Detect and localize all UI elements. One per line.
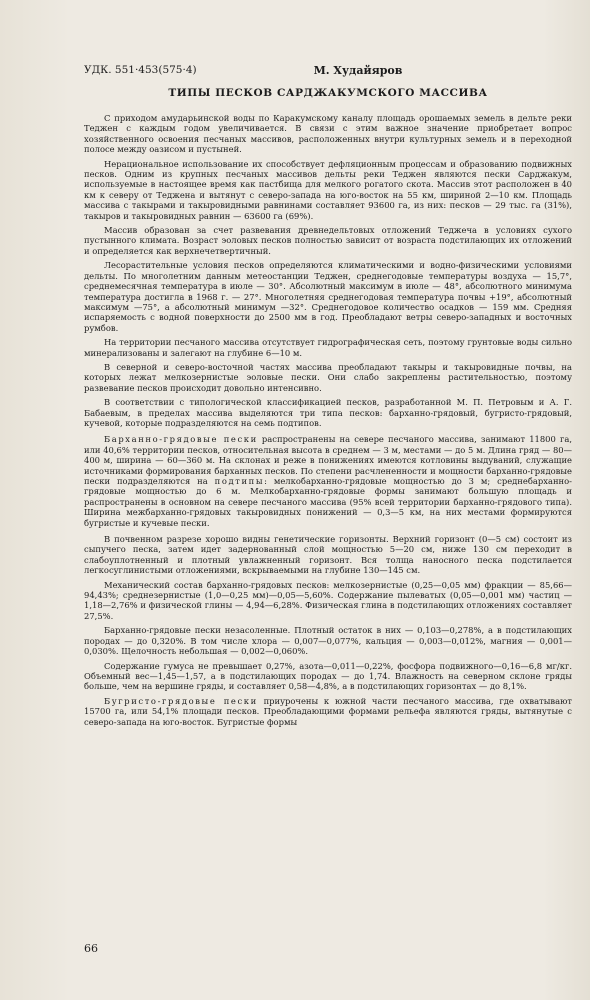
- section-lead: Бугристо-грядовые пески: [104, 695, 258, 706]
- section-bugristo: [84, 696, 572, 727]
- paragraph: Содержание гумуса не превышает 0,27%, азота—0,011—0,22%, фосфора подвижного—0,16—6,8 мг/кг. Объемный вес—1,45—1,57, а в подстилающих породах — до 1,74. Влажность на северном склоне гряды больше, чем на вершине гряды, и составляет 0,58—4,8%, а в подстилающих горизонтах — до 8,1%.: [84, 660, 572, 692]
- section-lead: Барханно-грядовые пески: [104, 434, 258, 445]
- section-text: приурочены к южной части песчаного массива, где охватывают 15700 га, или 54,1% площади песков. Преобладающими формами рельефа являются гряды, вытянутые с северо-запада на юго-восток. Бугристые формы: [84, 695, 572, 727]
- udc-code: УДК. 551·453(575·4): [84, 64, 197, 76]
- section-text: распространены на севере песчаного массива, занимают 11800 га, или 40,6% территории песков, относительная высота в среднем — 3 м, местами — до 5 м. Длина гряд — 80—400 м, ширина — 60—360 м. На склонах и реже в понижениях имеются котловины выдуваний, служащие источниками формирования барханных песков. По степени расчлененности и мощности барханно-грядовые пески подразделяются на: [84, 434, 573, 486]
- section-text-2: : мелкобарханно-грядовые мощностью до 3 м; среднебарханно-грядовые мощностью до 6 м. Мелкобарханно-грядовые формы занимают большую площадь и распространены в основном на севере песчаного массива (95% всей территории барханно-грядового типа). Ширина межбарханно-грядовых такыровидных понижений — 0,3—5 км, на них местами формируются бугристые и кучевые пески.: [84, 476, 572, 528]
- paragraph: Массив образован за счет развевания древнедельтовых отложений Теджеча в условиях сухого пустынного климата. Возраст эоловых песков полностью зависит от возраста подстилающих их отложений и определяется как верхнечетвертичный.: [84, 225, 572, 256]
- paragraph: Барханно-грядовые пески незасоленные. Плотный остаток в них — 0,103—0,278%, а в подстилающих породах — до 0,320%. В том числе хлора — 0,007—0,077%, кальция — 0,003—0,012%, магния — 0,001—0,030%. Щелочность небольшая — 0,002—0,060%.: [84, 625, 572, 657]
- paragraph: С приходом амударьинской воды по Каракумскому каналу площадь орошаемых земель в дельте реки Теджен с каждым годом увеличивается. В связи с этим важное значение приобретает вопрос хозяйственного освоения песчаных массивов, расположенных внутри культурных земель и в переходной полосе между оазисом и пустыней.: [84, 113, 572, 155]
- section-barkhan: [84, 434, 572, 528]
- author: М. Худайяров: [313, 64, 403, 77]
- section-lead-2: подтипы: [214, 476, 265, 486]
- paragraph: В северной и северо-восточной частях массива преобладают такыры и такыровидные почвы, на которых лежат мелкозернистые эоловые пески. Они слабо закреплены растительностью, поэтому развевание песков происходит довольно интенсивно.: [84, 361, 572, 393]
- article-body: [84, 113, 572, 727]
- paragraph: Нерациональное использование их способствует дефляционным процессам и образованию подвижных песков. Одним из крупных песчаных массивов дельты реки Теджен являются пески Сарджакум, используемые в настоящее время как пастбища для мелкого рогатого скота. Массив этот расположен в 40 км к северу от Теджена и вытянут с северо-запада на юго-восток на 55 км, шириной 2—10 км. Площадь массива с такырами и такыровидными равнинами составляет 93600 га, из них: песков — 29 тыс. га (31%), такыров и такыровидных равнин — 63600 га (69%).: [84, 158, 572, 221]
- paragraph: В почвенном разрезе хорошо видны генетические горизонты. Верхний горизонт (0—5 см) состоит из сыпучего песка, затем идет задернованный слой мощностью 5—20 см, ниже 130 см переходит в слабоуплотненный и плотный увлажненный горизонт. Вся толща наносного песка подстилается легкосуглинистыми отложениями, вскрываемыми на глубине 130—145 см.: [84, 534, 572, 576]
- paragraph: Лесорастительные условия песков определяются климатическими и водно-физическими условиями дельты. По многолетним данным метеостанции Теджен, среднегодовые температуры воздуха — 15,7°, среднемесячная температура в июле — 30°. Абсолютный максимум в июле — 48°, абсолютного минимума температура достигла в 1968 г. — 27°. Многолетняя среднегодовая температура почвы +19°, абсолютный максимум —75°, а абсолютный минимум —32°. Среднегодовое количество осадков — 159 мм. Средняя испаряемость с водной поверхности до 2500 мм в год. Преобладают ветры северо-западных и восточных румбов.: [84, 260, 572, 333]
- paragraph: На территории песчаного массива отсутствует гидрографическая сеть, поэтому грунтовые воды сильно минерализованы и залегают на глубине 6—10 м.: [84, 337, 572, 358]
- page-number: 66: [84, 942, 98, 955]
- paragraph: В соответствии с типологической классификацией песков, разработанной М. П. Петровым и А. Г. Бабаевым, в пределах массива выделяются три типа песков: барханно-грядовый, бугристо-грядовый, кучевой, которые подразделяются на семь подтипов.: [84, 397, 572, 428]
- article-title: ТИПЫ ПЕСКОВ САРДЖАКУМСКОГО МАССИВА: [168, 87, 488, 99]
- paragraph: Механический состав барханно-грядовых песков: мелкозернистые (0,25—0,05 мм) фракции — 85,66—94,43%; среднезернистые (1,0—0,25 мм)—0,05—5,60%. Содержание пылеватых (0,05—0,001 мм) частиц — 1,18—2,76% и физической глины — 4,94—6,28%. Физическая глина в подстилающих отложениях составляет 27,5%.: [84, 579, 572, 621]
